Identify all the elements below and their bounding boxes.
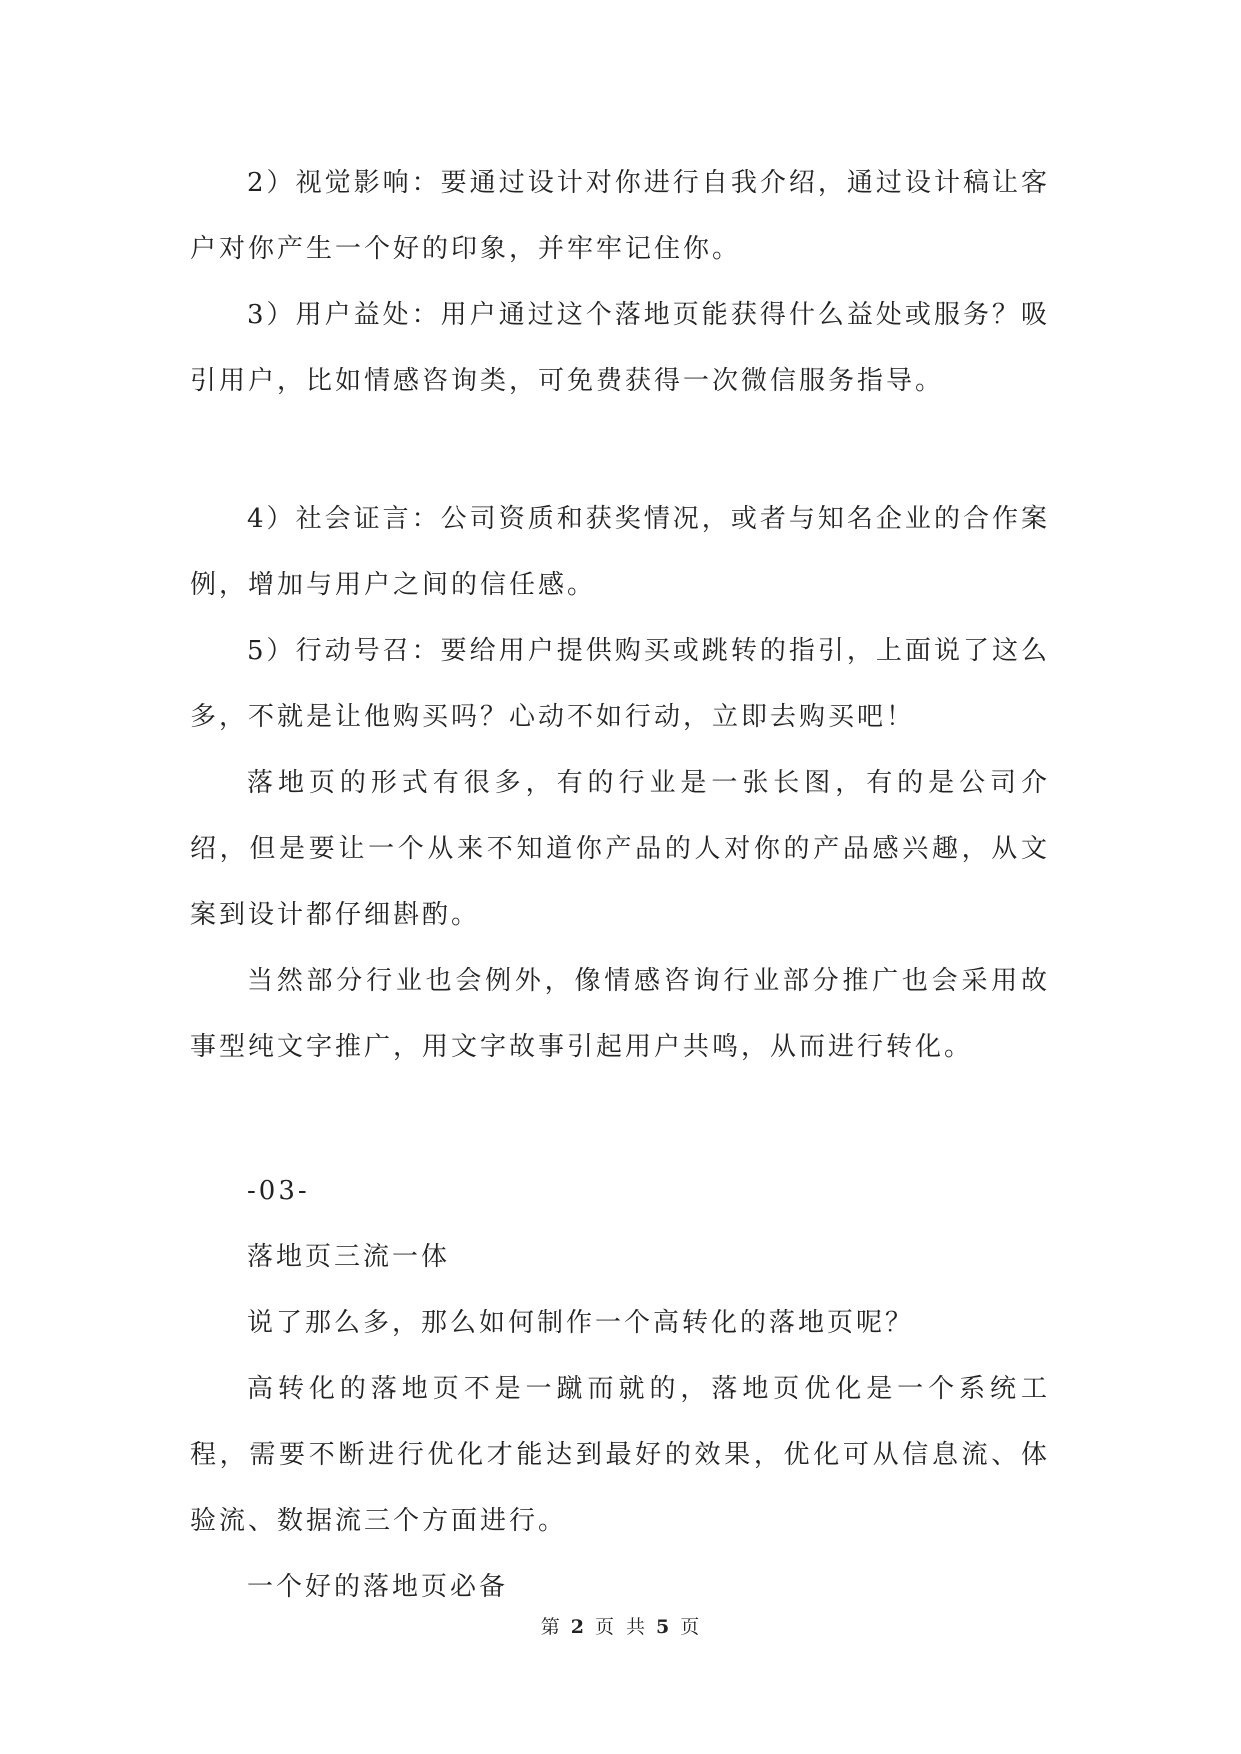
section-spacer [190,1080,1050,1158]
current-page-number: 2 [570,1616,585,1638]
paragraph-exception: 当然部分行业也会例外，像情感咨询行业部分推广也会采用故事型纯文字推广，用文字故事引起用户共鸣，从而进行转化。 [190,966,1050,1062]
footer-page-word: 页 [594,1616,615,1638]
footer-total-word: 共 [626,1616,647,1638]
document-body [190,150,1050,1620]
paragraph-optimization: 高转化的落地页不是一蹴而就的，落地页优化是一个系统工程，需要不断进行优化才能达到最好的效果，优化可从信息流、体验流、数据流三个方面进行。 [190,1374,1050,1536]
paragraph-visual-impact: 2）视觉影响：要通过设计对你进行自我介绍，通过设计稿让客户对你产生一个好的印象，并牢牢记住你。 [190,168,1050,264]
paragraph-call-to-action: 5）行动号召：要给用户提供购买或跳转的指引，上面说了这么多，不就是让他购买吗？心动不如行动，立即去购买吧！ [190,636,1050,732]
paragraph-user-benefit: 3）用户益处：用户通过这个落地页能获得什么益处或服务？吸引用户，比如情感咨询类，可免费获得一次微信服务指导。 [190,300,1050,396]
total-pages-number: 5 [656,1616,671,1638]
paragraph-spacer [190,414,1050,486]
footer-suffix: 页 [680,1616,701,1638]
section-number: -03- [247,1176,310,1206]
paragraph-question: 说了那么多，那么如何制作一个高转化的落地页呢？ [247,1308,915,1338]
paragraph-essentials: 一个好的落地页必备 [247,1572,509,1602]
section-title: 落地页三流一体 [247,1242,451,1272]
footer-prefix: 第 [540,1616,561,1638]
page-footer [0,1612,1241,1639]
paragraph-landing-forms: 落地页的形式有很多，有的行业是一张长图，有的是公司介绍，但是要让一个从来不知道你产品的人对你的产品感兴趣，从文案到设计都仔细斟酌。 [190,768,1050,930]
paragraph-social-proof: 4）社会证言：公司资质和获奖情况，或者与知名企业的合作案例，增加与用户之间的信任感。 [190,504,1050,600]
